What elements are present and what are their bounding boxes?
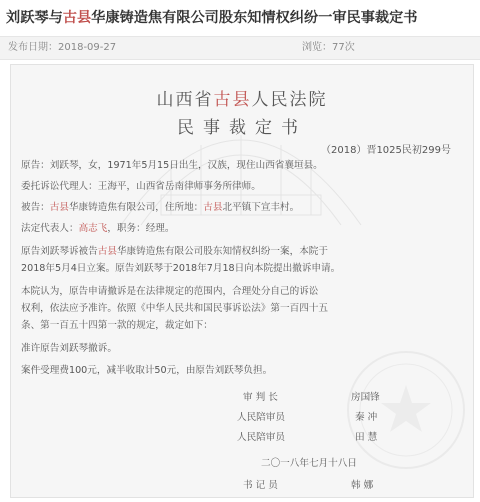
case-summary-line-2: 2018年5月4日立案。原告刘跃琴于2018年7月18日向本院提出撤诉申请。: [21, 263, 341, 274]
judge-title: 审 判 长: [243, 392, 278, 403]
case-summary-line-1: 原告刘跃琴诉被告古县华康铸造焦有限公司股东知情权纠纷一案，本院于: [21, 246, 328, 257]
ruling-line: 准许原告刘跃琴撤诉。: [21, 343, 117, 354]
view-count: 浏览：77次: [302, 42, 355, 53]
agent-line: 委托诉讼代理人：王海平，山西省岳南律师事务所律师。: [21, 181, 261, 192]
title-post: 华康铸造焦有限公司股东知情权纠纷一审民事裁定书: [91, 10, 418, 26]
court-name: 山西省古县人民法院: [156, 90, 328, 110]
clerk-name: 韩 娜: [351, 480, 374, 491]
title-pre: 刘跃琴与: [6, 10, 63, 26]
fee-line: 案件受理费100元，减半收取计50元，由原告刘跃琴负担。: [21, 365, 273, 376]
court-opinion-line-1: 本院认为，原告申请撤诉是在法律规定的范围内，合理处分自己的诉讼: [21, 286, 319, 297]
assessor1-name: 秦 冲: [355, 412, 378, 423]
title-highlight: 古县: [62, 10, 92, 26]
ruling-date: 二〇一八年七月十八日: [261, 458, 357, 469]
court-opinion-line-3: 条、第一百五十四第一款的规定，裁定如下：: [21, 320, 213, 331]
publish-date: 发布日期：2018-09-27: [8, 42, 117, 53]
assessor2-title: 人民陪审员: [237, 432, 285, 443]
document-type: 民事裁定书: [177, 118, 307, 138]
clerk-title: 书 记 员: [243, 480, 278, 491]
article-meta-bar: [0, 36, 480, 60]
assessor2-name: 田 慧: [355, 432, 378, 443]
assessor1-title: 人民陪审员: [237, 412, 285, 423]
article-title: [6, 6, 476, 30]
case-number: （2018）晋1025民初299号: [321, 145, 451, 156]
judge-name: 房国锋: [351, 392, 380, 403]
scanned-ruling-document: [10, 64, 474, 498]
plaintiff-line: 原告：刘跃琴，女，1971年5月15日出生，汉族，现住山西省襄垣县。: [21, 160, 323, 171]
court-opinion-line-2: 权利，依法应予准许。依照《中华人民共和国民事诉讼法》第一百四十五: [21, 303, 328, 314]
defendant-line: 被告：古县华康铸造焦有限公司，住所地：古县北平镇下宣丰村。: [21, 202, 300, 213]
legal-rep-line: 法定代表人：高志飞，职务：经理。: [21, 223, 175, 234]
